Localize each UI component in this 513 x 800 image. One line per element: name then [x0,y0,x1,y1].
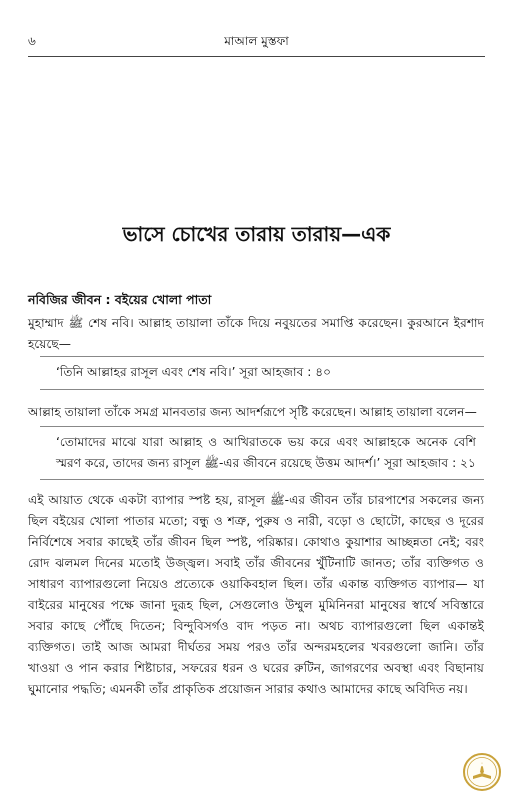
quote-divider-top [40,426,484,427]
paragraph-intro: মুহাম্মাদ ﷺ শেষ নবি। আল্লাহ তায়ালা তাঁকে দিয়ে নবুয়তের সমাপ্তি করেছেন। কুরআনে ইরশাদ হয়েছে— [28,316,484,351]
blockquote-2: ‘তোমাদের মাঝে যারা আল্লাহ ও আখিরাতকে ভয় করে এবং আল্লাহকে অনেক বেশি স্মরণ করে, তাদের জন্য রাসূল ﷺ-এর জীবনে রয়েছে উত্তম আদর্শ।’ সূরা আহজাব : ২১ [56,435,476,470]
chapter-title: ভাসে চোখের তারায় তারায়—এক [122,222,391,246]
paragraph-2: আল্লাহ তায়ালা তাঁকে সমগ্র মানবতার জন্য আদর্শরূপে সৃষ্টি করেছেন। আল্লাহ তায়ালা বলেন— [28,405,477,419]
header-divider [28,56,485,57]
quote-divider-bottom [40,389,484,390]
running-head: মাআল মুস্তফা [224,34,289,48]
page-number: ৬ [28,34,36,48]
blockquote-1: ‘তিনি আল্লাহর রাসূল এবং শেষ নবি।’ সূরা আহজাব : ৪০ [56,365,332,379]
publisher-logo-icon [462,752,502,792]
section-heading: নবিজির জীবন : বইয়ের খোলা পাতা [28,292,212,307]
paragraph-3: এই আয়াত থেকে একটা ব্যাপার স্পষ্ট হয়, রাসূল ﷺ-এর জীবন তাঁর চারপাশের সকলের জন্য ছিল বইয়ের খোলা পাতার মতো; বন্ধু ও শত্রু, পুরুষ ও নারী, বড়ো ও ছোটো, কাছের ও দূরের নির্বিশেষে সবার কাছেই তাঁর জীবন ছিল স্পষ্ট, পরিষ্কার। কোথাও কুয়াশার আচ্ছন্নতা নেই; বরং রোদ ঝলমল দিনের মতোই উজ্জ্বল। সবাই তাঁর জীবনের খুঁটিনাটি জানত; তাঁর ব্যক্তিগত ও সাধারণ ব্যাপারগুলো নিয়েও প্রত্যেকে ওয়াকিবহাল ছিল। তাঁর একান্ত ব্যক্তিগত ব্যাপার— যা বাইরের মানুষের পক্ষে জানা দুরূহ ছিল, সেগুলোও উম্মুল মুমিনিনরা মানুষের স্বার্থে সবিস্তারে সবার কাছে পৌঁছে দিতেন; বিন্দুবিসর্গও বাদ পড়ত না। অথচ ব্যাপারগুলো ছিল একান্তই ব্যক্তিগত। তাই আজ আমরা দীর্ঘতর সময় পরও তাঁর অন্দরমহলের খবরগুলো জানি। তাঁর খাওয়া ও পান করার শিষ্টাচার, সফরের ধরন ও ঘরের রুটিন, জাগরণের অবস্থা এবং বিছানায় ঘুমানোর পদ্ধতি; এমনকী তাঁর প্রাকৃতিক প্রয়োজন সারার কথাও আমাদের কাছে অবিদিত নয়। [28,493,484,696]
quote-divider-top [40,356,484,357]
quote-divider-bottom [40,479,484,480]
